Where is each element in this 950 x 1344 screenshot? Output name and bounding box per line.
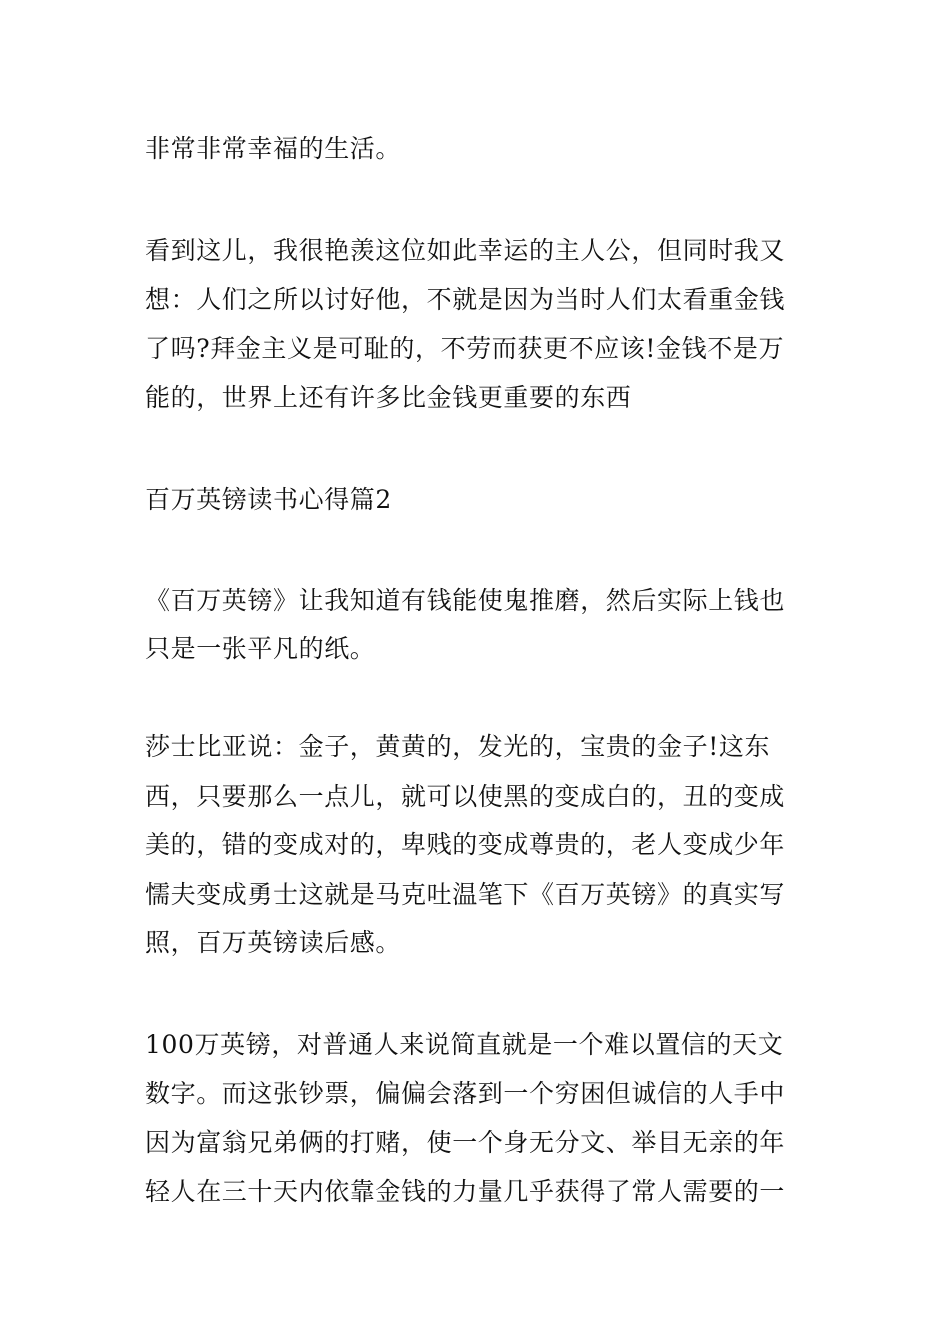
text-line: 因为富翁兄弟俩的打赌，使一个身无分文、举目无亲的年 [145,1128,786,1157]
text-line: 100万英镑，对普通人来说简直就是一个难以置信的天文 [145,1030,784,1059]
text-line: 西，只要那么一点儿，就可以使黑的变成白的，丑的变成 [145,782,786,811]
text-line: 了吗?拜金主义是可耻的，不劳而获更不应该!金钱不是万 [145,334,785,363]
text-line: 懦夫变成勇士这就是马克吐温笔下《百万英镑》的真实写 [145,880,786,909]
text-line: 看到这儿，我很艳羡这位如此幸运的主人公，但同时我又 [145,236,786,265]
section-heading: 百万英镑读书心得篇2 [145,485,392,514]
text-line: 轻人在三十天内依靠金钱的力量几乎获得了常人需要的一 [145,1177,786,1206]
text-line: 照，百万英镑读后感。 [145,928,402,957]
text-line: 《百万英镑》让我知道有钱能使鬼推磨，然后实际上钱也 [145,586,786,615]
text-line: 莎士比亚说：金子，黄黄的，发光的，宝贵的金子!这东 [145,732,771,761]
text-line: 美的，错的变成对的，卑贱的变成尊贵的，老人变成少年 [145,830,786,859]
text-line: 数字。而这张钞票，偏偏会落到一个穷困但诚信的人手中 [145,1079,786,1108]
text-line: 只是一张平凡的纸。 [145,634,376,663]
text-line: 非常非常幸福的生活。 [145,134,402,163]
text-line: 能的，世界上还有许多比金钱更重要的东西 [145,383,632,412]
text-line: 想：人们之所以讨好他，不就是因为当时人们太看重金钱 [145,285,786,314]
